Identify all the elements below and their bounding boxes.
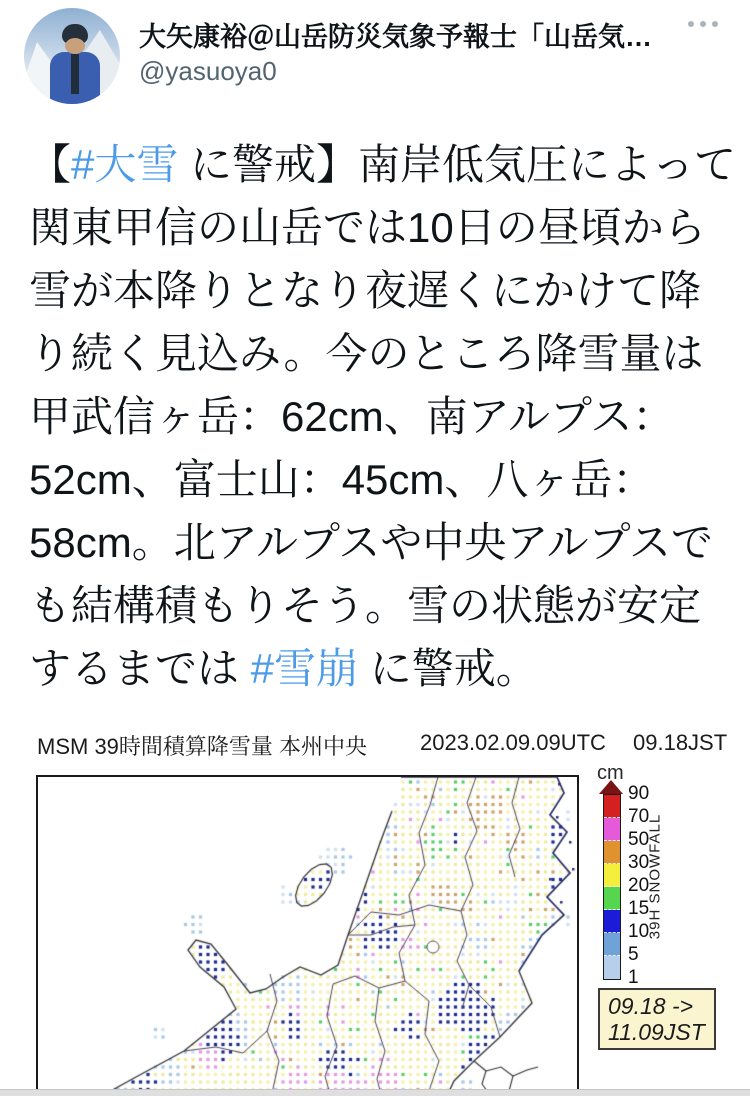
legend-color-bar [603,794,621,980]
avatar-person-jacket [50,52,100,104]
legend-tick-label: 10 [628,921,650,942]
tweet-image-weather-map[interactable] [0,706,750,1096]
map-datetime-utc: 2023.02.09.09UTC [420,730,606,755]
tweet-segment: 【 [29,141,72,188]
map-frame [36,775,579,1096]
forecast-period-box [598,988,716,1050]
legend-band [604,887,620,910]
legend-tick-label: 1 [628,967,639,988]
legend-axis-label: 39H SNOWFALL [646,813,664,940]
legend-tick-label: 50 [628,829,650,850]
more-dot-icon [688,21,694,27]
legend-tick-label: 90 [628,783,650,804]
period-line2: 11.09JST [608,1019,705,1045]
hashtag-nadare-link[interactable]: #雪崩 [250,645,359,692]
legend-tick-label: 70 [628,806,650,827]
legend-tick-label: 30 [628,852,650,873]
more-options-button[interactable] [688,21,718,27]
legend-band [604,795,620,818]
legend-tick-label: 20 [628,875,650,896]
legend-arrow-cap [599,780,623,794]
avatar[interactable] [24,8,120,104]
more-dot-icon [700,21,706,27]
bottom-edge-strip [0,1089,750,1096]
tweet-text [29,133,737,700]
tweet-segment: に警戒】南岸低気圧によって関東甲信の山岳では10日の昼頃から雪が本降りとなり夜遅くにかけて降り続く見込み。今のところ降雪量は甲武信ヶ岳：62cm、南アルプス：52cm、富士山：45cm、八ヶ岳：58cm。北アルプスや中央アルプスでも結構積もりそう。雪の状態が安定するまでは [29,141,737,692]
legend-unit-label: cm [597,762,624,784]
snowfall-map-canvas [38,777,577,1096]
user-handle: @yasuoya0 [139,56,277,86]
legend-tick-label: 5 [628,944,639,965]
avatar-person-face [65,38,85,54]
tweet-segment: に警戒。 [358,645,538,692]
map-title: MSM 39時間積算降雪量 本州中央 [37,734,368,759]
period-line1: 09.18 -> [608,993,694,1019]
legend-band [604,910,620,933]
display-name[interactable]: 大矢康裕＠山岳防災気象予報士「山岳気… [139,22,652,52]
legend-band [604,841,620,864]
legend-band [604,818,620,841]
map-datetime-jst: 09.18JST [633,730,728,755]
hashtag-ooyuki-link[interactable]: #大雪 [71,141,179,188]
legend-tick-label: 15 [628,898,650,919]
legend-band [604,864,620,887]
more-dot-icon [712,21,718,27]
legend-band [604,933,620,956]
legend-band [604,956,620,979]
